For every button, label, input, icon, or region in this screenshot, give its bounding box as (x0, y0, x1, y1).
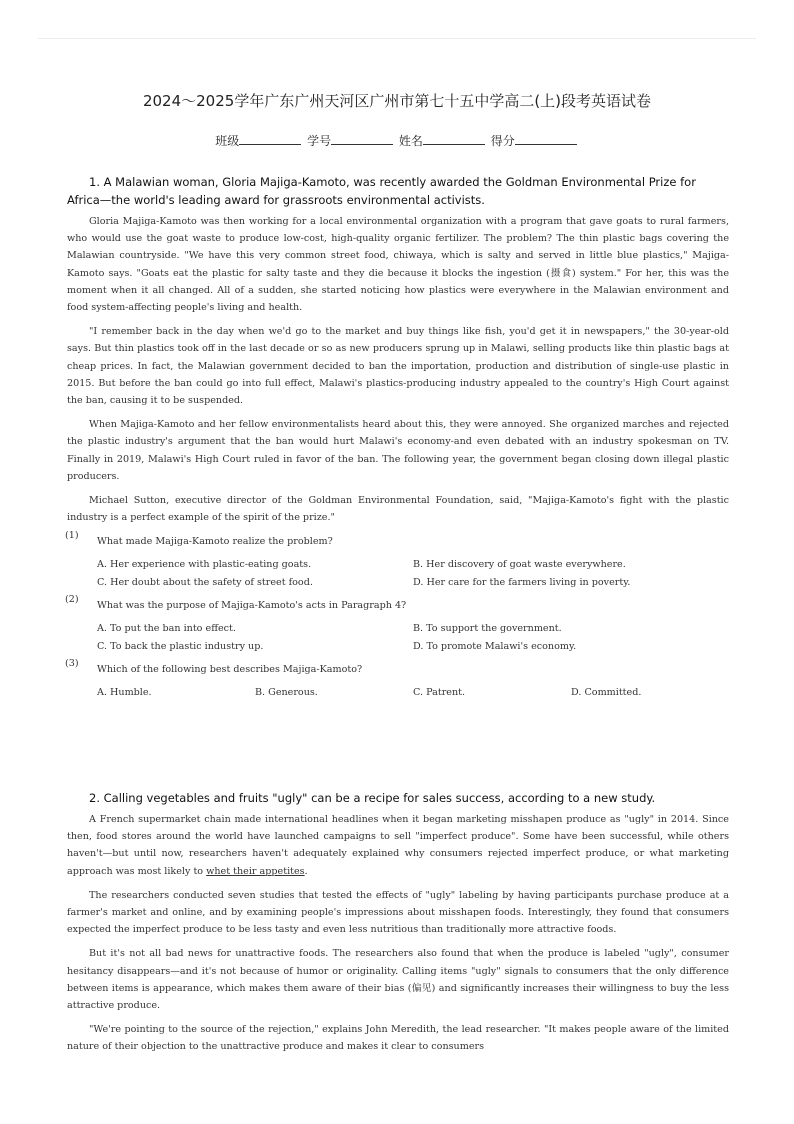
option-grid (67, 620, 729, 655)
sub-question-stem: What made Majiga-Kamoto realize the problem? (97, 536, 333, 548)
option-d[interactable]: D. Her care for the farmers living in poverty. (413, 577, 631, 589)
option-a[interactable]: A. Her experience with plastic-eating goats. (97, 559, 312, 571)
sub-question-3 (65, 658, 729, 701)
sub-question-number: (3) (65, 658, 79, 670)
sub-question-number: (1) (65, 530, 79, 542)
option-d[interactable]: D. To promote Malawi's economy. (413, 641, 577, 653)
score-blank[interactable] (515, 133, 577, 145)
option-c[interactable]: C. Patrent. (413, 687, 466, 699)
q1-paragraph: "I remember back in the day when we'd go to the market and buy things like fish, you'd get it in newspapers," the 30-year-old says. But thin plastics took off in the last decade or so as new producers sprung up in Malawi, selling products like thin plastic bags at cheap prices. In fact, the Malawian government decided to ban the importation, production and distribution of single-use plastic in 2015. But before the ban could go into full effect, Malawi's plastics-producing industry appealed to the country's High Court against the ban, causing it to be suspended. (67, 326, 729, 407)
id-blank[interactable] (331, 133, 393, 145)
sub-question-2 (65, 594, 729, 655)
sub-question-number: (2) (65, 594, 79, 606)
name-blank[interactable] (423, 133, 485, 145)
q2-paragraph: The researchers conducted seven studies that tested the effects of "ugly" labeling by having participants purchase produce at a farmer's market and online, and by examining people's impressions about misshapen foods. Interestingly, they found that consumers expected the imperfect produce to be less tasty and even less nutritious than traditionally more attractive foods. (67, 889, 729, 936)
q1-paragraph: Gloria Majiga-Kamoto was then working for a local environmental organization with a program that gave goats to rural farmers, who would use the goat waste to produce low-cost, high-quality organic fertilizer. The problem? The thin plastic bags covering the Malawian countryside. "We have this very common street food, chiwaya, which is salty and served in little blue plastics," Majiga-Kamoto says. "Goats eat the plastic for salty taste and they die because it blocks the ingestion (摄食) system." For her, this was the moment when it all changed. All of a sudden, she started noticing how plastics were everywhere in the Malawian environment and food system-affecting people's living and health. (67, 216, 729, 314)
option-row (67, 684, 729, 701)
class-label: 班级 (215, 134, 240, 148)
q2-paragraph-end: . (304, 865, 308, 877)
score-label: 得分 (490, 134, 515, 148)
option-b[interactable]: B. Her discovery of goat waste everywhere. (413, 559, 626, 571)
q1-paragraph: Michael Sutton, executive director of the Goldman Environmental Foundation, said, "Majiga-Kamoto's fight with the plastic industry is a perfect example of the spirit of the prize." (67, 495, 729, 524)
question-1 (67, 173, 729, 701)
option-b[interactable]: B. Generous. (255, 687, 318, 699)
student-info-row (0, 132, 794, 149)
option-d[interactable]: D. Committed. (571, 687, 642, 699)
q2-paragraph: But it's not all bad news for unattractive foods. The researchers also found that when the produce is labeled "ugly", consumer hesitancy disappears—and it's not because of humor or originality. Calling items "ugly" signals to consumers that the only difference between items is appearance, which makes them aware of their bias (偏见) and significantly increases their willingness to buy the less attractive produce. (67, 948, 729, 1012)
option-a[interactable]: A. To put the ban into effect. (97, 623, 236, 635)
underlined-phrase: whet their appetites (206, 865, 305, 877)
sub-question-stem: Which of the following best describes Majiga-Kamoto? (97, 664, 363, 676)
q2-paragraph: "We're pointing to the source of the rejection," explains John Meredith, the lead researcher. "It makes people aware of the limited nature of their objection to the unattractive produce and makes it clear to consumers (67, 1024, 729, 1053)
question-2-heading: 2. Calling vegetables and fruits "ugly" can be a recipe for sales success, according to a new study. (89, 791, 656, 805)
option-c[interactable]: C. Her doubt about the safety of street food. (97, 577, 313, 589)
question-2 (67, 789, 729, 1063)
q2-paragraph (67, 811, 729, 880)
name-label: 姓名 (398, 134, 423, 148)
page-title: 2024～2025学年广东广州天河区广州市第七十五中学高二(上)段考英语试卷 (142, 92, 652, 110)
question-1-heading: 1. A Malawian woman, Gloria Majiga-Kamoto, was recently awarded the Goldman Environmental Prize for Africa—the world's leading award for grassroots environmental activists. (67, 175, 696, 207)
option-c[interactable]: C. To back the plastic industry up. (97, 641, 264, 653)
header-divider (38, 38, 756, 39)
sub-question-1 (65, 530, 729, 591)
option-grid (67, 556, 729, 591)
id-label: 学号 (307, 134, 332, 148)
q1-paragraph: When Majiga-Kamoto and her fellow environmentalists heard about this, they were annoyed. She organized marches and rejected the plastic industry's argument that the ban would hurt Malawi's economy-and even debated with an industry spokesman on TV. Finally in 2019, Malawi's High Court ruled in favor of the ban. The following year, the government began closing down illegal plastic producers. (67, 419, 729, 482)
option-b[interactable]: B. To support the government. (413, 623, 562, 635)
q2-paragraph-text: A French supermarket chain made international headlines when it began marketing misshapen produce as "ugly" in 2014. Since then, food stores around the world have launched campaigns to sell "imperfect produce". Some have been successful, while others haven't—but until now, researchers haven't adequately explained why consumers rejected imperfect produce, or what marketing approach was most likely to (67, 814, 729, 877)
sub-question-stem: What was the purpose of Majiga-Kamoto's acts in Paragraph 4? (97, 600, 407, 612)
class-blank[interactable] (239, 133, 301, 145)
option-a[interactable]: A. Humble. (97, 687, 152, 699)
